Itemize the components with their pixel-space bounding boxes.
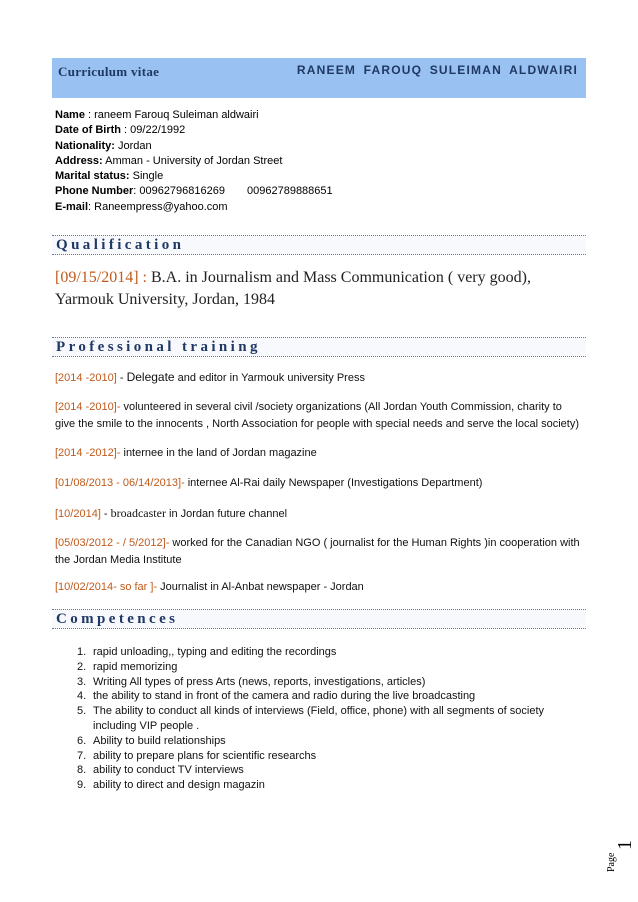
training-date: [10/02/2014- so far ]- [55, 581, 158, 593]
training-item [55, 579, 585, 596]
marital-label: Marital status: [55, 170, 130, 183]
list-number: 3. [77, 675, 87, 688]
cv-title: Curriculum vitae [58, 64, 160, 79]
list-item [55, 675, 575, 690]
name-value: : raneem Farouq Suleiman aldwairi [84, 109, 259, 121]
training-header [52, 337, 586, 357]
training-item [55, 445, 585, 462]
list-number: 4. [77, 690, 87, 703]
phone-value-2: 00962789888651 [247, 185, 333, 198]
list-text: ability to direct and design magazin [93, 779, 265, 792]
phone-value-1: : 00962796816269 [133, 185, 225, 198]
address-label: Address: [55, 154, 103, 167]
qualification-header [52, 235, 586, 255]
training-item [55, 369, 585, 387]
qualification-title: Qualification [56, 237, 185, 253]
list-text: rapid memorizing [93, 660, 178, 673]
list-item [55, 749, 575, 764]
training-item [55, 399, 585, 433]
training-date: [2014 -2010]- [55, 401, 121, 413]
nationality-row [55, 139, 333, 154]
training-text: in Jordan future channel [165, 508, 288, 520]
list-text: rapid unloading,, typing and editing the recordings [93, 646, 337, 658]
training-item [55, 475, 585, 492]
training-separator: - [100, 508, 111, 520]
page-label: Page [606, 852, 617, 872]
training-date: [2014 -2012]- [55, 447, 121, 459]
list-text: ability to prepare plans for scientific researchs [93, 749, 317, 762]
list-number: 7. [77, 749, 87, 762]
training-highlight: Delegate [126, 370, 175, 384]
training-item [55, 535, 585, 569]
training-date: [2014 -2010] [55, 372, 117, 384]
qualification-entry [55, 267, 585, 311]
list-number: 1. [77, 646, 87, 658]
list-item [55, 734, 575, 749]
list-number: 2. [77, 660, 87, 673]
list-item [55, 778, 575, 793]
marital-row [55, 169, 333, 184]
nationality-value: Jordan [114, 139, 152, 152]
list-item [55, 645, 575, 660]
training-title: Professional training [56, 339, 261, 355]
list-text: the ability to stand in front of the camera and radio during the live broadcasting [93, 690, 476, 703]
email-label: E-mail [55, 200, 89, 213]
page-number: 1 [614, 840, 636, 850]
header-band [52, 58, 586, 98]
dob-label: Date of Birth [55, 124, 121, 137]
list-item [55, 763, 575, 778]
phone-row [55, 184, 333, 199]
qualification-text: B.A. in Journalism and Mass Communication ( very good), Yarmouk University, Jordan, 1984 [55, 269, 531, 308]
nationality-label: Nationality: [55, 139, 115, 152]
name-label: Name [55, 109, 85, 121]
email-value: : Raneempress@yahoo.com [88, 200, 228, 213]
list-number: 8. [77, 764, 87, 777]
training-date: [01/08/2013 - 06/14/2013]- [55, 477, 185, 489]
qualification-date: [09/15/2014] : [55, 269, 147, 286]
list-number: 9. [77, 779, 87, 792]
competences-list [55, 645, 575, 793]
list-text: The ability to conduct all kinds of interviews (Field, office, phone) with all segments of society including VIP people . [93, 705, 545, 732]
training-date: [10/2014] [55, 508, 101, 520]
training-role: broadcaster [110, 506, 166, 520]
training-text: internee Al-Rai daily Newspaper (Investigations Department) [184, 477, 483, 489]
competences-title: Competences [56, 611, 179, 627]
training-text: volunteered in several civil /society organizations (All Jordan Youth Commission, charity to give the smile to the innocents , North Association for people with special needs and serve the local society) [55, 401, 580, 430]
list-text: ability to conduct TV interviews [93, 764, 244, 777]
dob-row [55, 123, 333, 138]
list-item [55, 704, 575, 734]
training-text: and editor in Yarmouk university Press [174, 372, 365, 384]
training-date: [05/03/2012 - / 5/2012]- [55, 537, 170, 549]
list-number: 6. [77, 734, 87, 747]
address-row [55, 154, 333, 169]
competences-header [52, 609, 586, 629]
training-text: internee in the land of Jordan magazine [120, 447, 317, 459]
page-marker [604, 832, 634, 872]
training-text: worked for the Canadian NGO ( journalist for the Human Rights )in cooperation with the Jordan Media Institute [55, 537, 580, 566]
address-value: Amman - University of Jordan Street [102, 154, 283, 167]
personal-info [55, 108, 333, 215]
candidate-name: RANEEM FAROUQ SULEIMAN ALDWAIRI [296, 63, 578, 77]
list-text: Ability to build relationships [93, 734, 226, 747]
training-separator: - [116, 372, 127, 384]
training-item [55, 505, 585, 523]
list-item [55, 689, 575, 704]
list-item [55, 660, 575, 675]
dob-value: : 09/22/1992 [121, 124, 186, 137]
name-row [55, 108, 333, 123]
marital-value: Single [129, 170, 164, 183]
training-text: Journalist in Al-Anbat newspaper - Jordan [157, 581, 364, 593]
email-row [55, 200, 333, 215]
list-number: 5. [77, 705, 87, 718]
phone-label: Phone Number [55, 185, 134, 198]
list-text: Writing All types of press Arts (news, reports, investigations, articles) [93, 675, 426, 688]
